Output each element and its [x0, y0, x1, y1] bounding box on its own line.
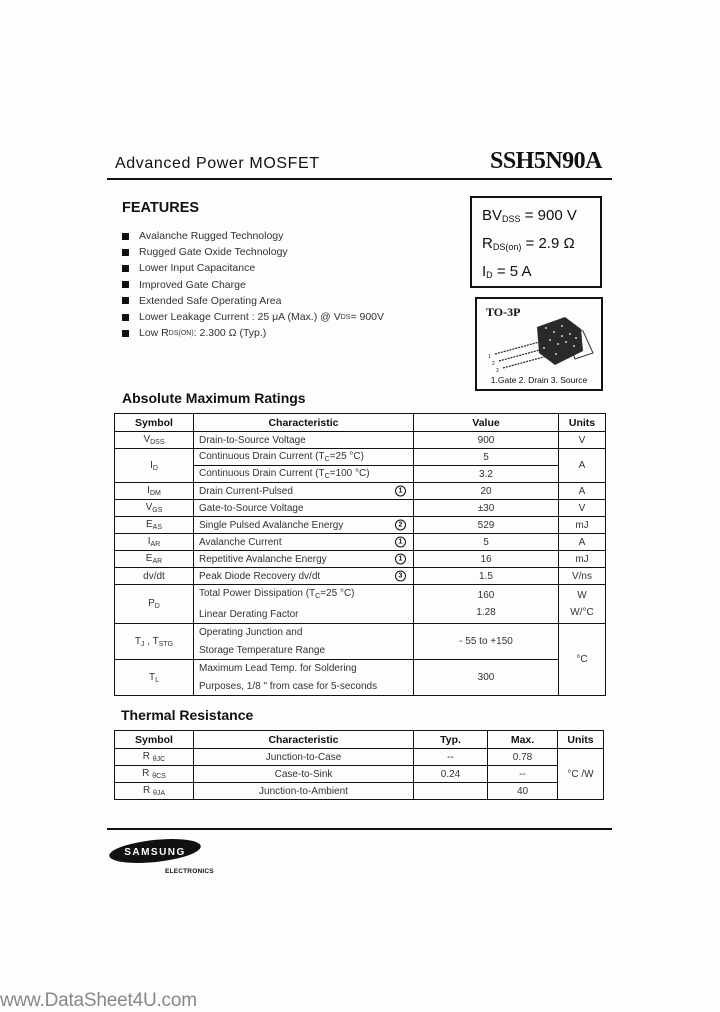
characteristic-cell: Continuous Drain Current ($T_C=100$ °C)	[194, 466, 414, 483]
symbol-cell: dv/dt	[115, 568, 194, 585]
feature-item: Rugged Gate Oxide Technology	[122, 244, 384, 260]
svg-text:SAMSUNG: SAMSUNG	[124, 847, 186, 858]
part-number: SSH5N90A	[489, 148, 602, 174]
characteristic-cell: Gate-to-Source Voltage	[194, 500, 414, 517]
note-marker-icon: 1	[395, 537, 406, 548]
abs-max-table	[114, 413, 606, 696]
symbol-cell: $T_L$	[115, 660, 194, 696]
svg-text:3: 3	[496, 368, 499, 374]
bullet-icon	[122, 314, 129, 321]
value-cell: 1.5	[414, 568, 559, 585]
table-row	[115, 660, 606, 696]
note-marker-icon: 2	[395, 520, 406, 531]
characteristic-cell: Peak Diode Recovery dv/dt 3	[194, 568, 414, 585]
package-box	[475, 297, 603, 391]
col-header-value: Value	[414, 414, 559, 432]
typ-cell	[414, 783, 488, 800]
max-cell: 40	[488, 783, 558, 800]
table-row	[115, 517, 606, 534]
typ-cell: --	[414, 749, 488, 766]
spec-id: $I_D = 5$ A	[482, 263, 532, 280]
col-header-max: Max.	[488, 731, 558, 749]
symbol-cell: $V_{GS}$	[115, 500, 194, 517]
footer-rule	[107, 828, 612, 830]
value-cell: 20	[414, 483, 559, 500]
table-row	[115, 766, 604, 783]
watermark-link[interactable]: www.DataSheet4U.com	[0, 990, 197, 1011]
col-header-symbol: Symbol	[115, 414, 194, 432]
value-cell: 16	[414, 551, 559, 568]
units-cell: A	[559, 534, 606, 551]
symbol-cell: $P_D$	[115, 585, 194, 624]
table-row	[115, 749, 604, 766]
col-header-units: Units	[558, 731, 604, 749]
bullet-icon	[122, 233, 129, 240]
bullet-icon	[122, 330, 129, 337]
characteristic-cell: Avalanche Current 1	[194, 534, 414, 551]
units-cell: A	[559, 483, 606, 500]
characteristic-cell: Junction-to-Ambient	[194, 783, 414, 800]
characteristic-cell: Single Pulsed Avalanche Energy 2	[194, 517, 414, 534]
value-cell: 5	[414, 534, 559, 551]
feature-item: Lower Leakage Current : 25 μA (Max.) @ V DS = 900V	[122, 309, 384, 325]
max-cell: --	[488, 766, 558, 783]
units-cell: A	[559, 449, 606, 483]
bullet-icon	[122, 297, 129, 304]
characteristic-cell: Continuous Drain Current ($T_C=25$ °C)	[194, 449, 414, 466]
table-header-row	[115, 731, 604, 749]
table-row	[115, 432, 606, 449]
package-name: TO-3P	[486, 305, 521, 319]
col-header-symbol: Symbol	[115, 731, 194, 749]
units-cell: °C /W	[558, 749, 604, 800]
symbol-cell: $E_{AS}$	[115, 517, 194, 534]
units-cell: V	[559, 432, 606, 449]
units-cell: V	[559, 500, 606, 517]
col-header-typ: Typ.	[414, 731, 488, 749]
document-subtitle: Advanced Power MOSFET	[115, 155, 320, 172]
units-cell: V/ns	[559, 568, 606, 585]
note-marker-icon: 3	[395, 571, 406, 582]
table-row	[115, 449, 606, 466]
feature-item: Avalanche Rugged Technology	[122, 228, 384, 244]
key-specs-box	[470, 196, 602, 288]
note-marker-icon: 1	[395, 486, 406, 497]
thermal-title: Thermal Resistance	[121, 707, 254, 723]
table-row	[115, 483, 606, 500]
symbol-cell: $T_J$ , $T_{STG}$	[115, 624, 194, 660]
typ-cell: 0.24	[414, 766, 488, 783]
symbol-cell: R $_{\theta JC}$	[115, 749, 194, 766]
value-cell: 5	[414, 449, 559, 466]
thermal-table	[114, 730, 604, 800]
features-title: FEATURES	[122, 200, 200, 216]
feature-item: Lower Input Capacitance	[122, 260, 384, 276]
value-cell: ±30	[414, 500, 559, 517]
value-cell: 3.2	[414, 466, 559, 483]
value-cell: - 55 to +150	[414, 624, 559, 660]
symbol-cell: $I_{AR}$	[115, 534, 194, 551]
symbol-cell: $E_{AR}$	[115, 551, 194, 568]
table-row	[115, 534, 606, 551]
table-row	[115, 568, 606, 585]
value-cell: 529	[414, 517, 559, 534]
svg-text:2: 2	[492, 361, 495, 367]
characteristic-cell: Repetitive Avalanche Energy 1	[194, 551, 414, 568]
spec-rds-on: $R_{DS(on)} = 2.9$ Ω	[482, 235, 575, 252]
characteristic-cell: Total Power Dissipation ($T_C=25$ °C) Linear Derating Factor	[194, 585, 414, 624]
col-header-characteristic: Characteristic	[194, 731, 414, 749]
symbol-cell: R $_{\theta JA}$	[115, 783, 194, 800]
feature-item: Extended Safe Operating Area	[122, 293, 384, 309]
units-cell: mJ	[559, 517, 606, 534]
symbol-cell: $I_D$	[115, 449, 194, 483]
to3p-package-icon	[485, 313, 597, 375]
bullet-icon	[122, 265, 129, 272]
feature-item: Improved Gate Charge	[122, 277, 384, 293]
table-header-row	[115, 414, 606, 432]
max-cell: 0.78	[488, 749, 558, 766]
svg-text:1: 1	[488, 354, 491, 360]
abs-max-title: Absolute Maximum Ratings	[122, 390, 306, 406]
col-header-characteristic: Characteristic	[194, 414, 414, 432]
characteristic-cell: Case-to-Sink	[194, 766, 414, 783]
bullet-icon	[122, 281, 129, 288]
bullet-icon	[122, 249, 129, 256]
col-header-units: Units	[559, 414, 606, 432]
value-cell: 160 1.28	[414, 585, 559, 624]
spec-bvdss: $BV_{DSS} = 900$ V	[482, 207, 577, 224]
table-row	[115, 783, 604, 800]
symbol-cell: $I_{DM}$	[115, 483, 194, 500]
note-marker-icon: 1	[395, 554, 406, 565]
header-rule	[107, 178, 612, 180]
table-row	[115, 551, 606, 568]
units-cell: °C	[559, 624, 606, 696]
package-pinout: 1.Gate 2. Drain 3. Source	[490, 375, 588, 385]
table-row	[115, 624, 606, 660]
feature-item: Low R DS(ON) : 2.300 Ω (Typ.)	[122, 325, 384, 341]
features-list	[122, 228, 384, 341]
characteristic-cell: Junction-to-Case	[194, 749, 414, 766]
samsung-electronics-label: ELECTRONICS	[165, 868, 214, 875]
characteristic-cell: Operating Junction and Storage Temperature Range	[194, 624, 414, 660]
units-cell: W W/°C	[559, 585, 606, 624]
units-cell: mJ	[559, 551, 606, 568]
table-row	[115, 500, 606, 517]
characteristic-cell: Drain-to-Source Voltage	[194, 432, 414, 449]
value-cell: 900	[414, 432, 559, 449]
symbol-cell: $V_{DSS}$	[115, 432, 194, 449]
symbol-cell: R $_{\theta CS}$	[115, 766, 194, 783]
value-cell: 300	[414, 660, 559, 696]
samsung-logo-icon	[108, 838, 202, 864]
characteristic-cell: Maximum Lead Temp. for Soldering Purposes, 1/8 " from case for 5-seconds	[194, 660, 414, 696]
characteristic-cell: Drain Current-Pulsed 1	[194, 483, 414, 500]
table-row	[115, 585, 606, 624]
